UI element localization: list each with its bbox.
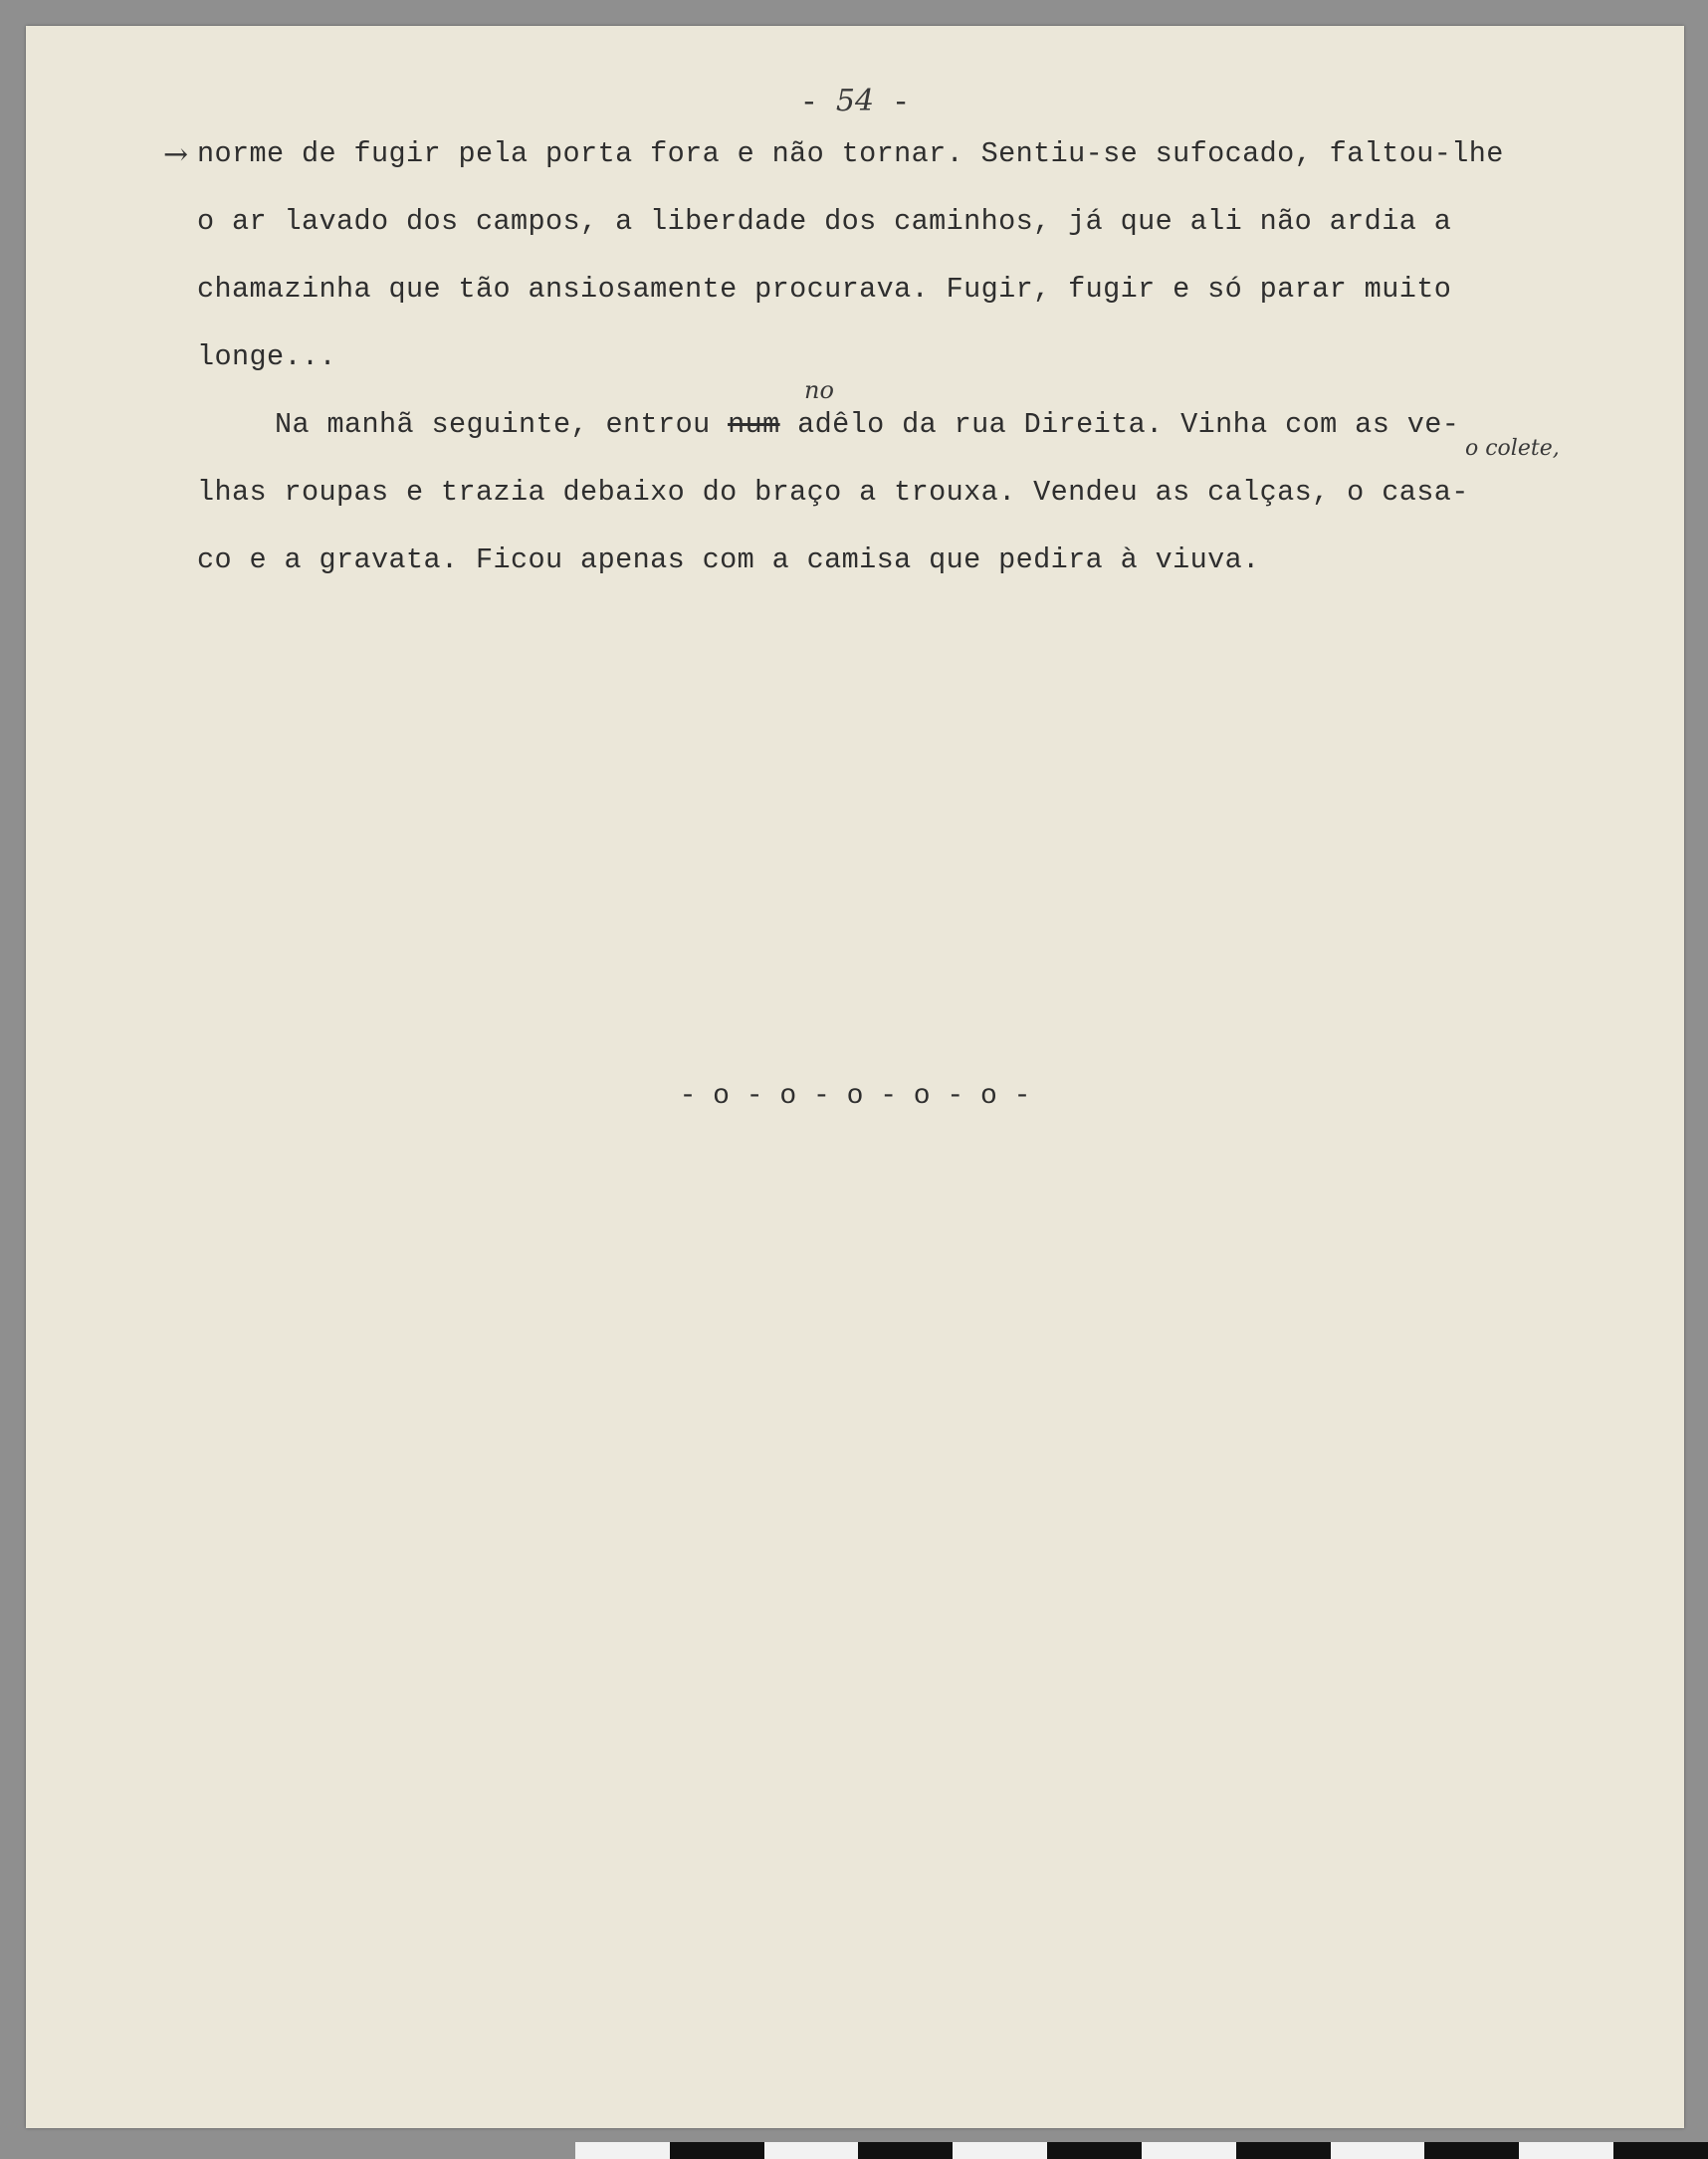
paragraph-2-line-2: lhas roupas e trazia debaixo do braço a trouxa. Vendeu as calças, o casa- xyxy=(197,476,1469,509)
text-line-2: o ar lavado dos campos, a liberdade dos caminhos, já que ali não ardia a xyxy=(197,205,1452,238)
text-line-1: norme de fugir pela porta fora e não tornar. Sentiu-se sufocado, faltou-lhe xyxy=(197,137,1504,170)
struck-word: num xyxy=(728,408,780,441)
handwritten-page-number: 54 xyxy=(835,84,875,118)
paragraph-2-line-3: co e a gravata. Ficou apenas com a camisa que pedira à viuva. xyxy=(197,543,1260,576)
text-line-4: longe... xyxy=(197,340,337,373)
handwritten-insertion-no: no xyxy=(804,376,834,404)
handwritten-insertion-colete: o colete, xyxy=(1465,436,1560,461)
text-line-3: chamazinha que tão ansiosamente procurava. Fugir, fugir e só parar muito xyxy=(197,273,1452,306)
page-number: - 54 - xyxy=(799,84,911,120)
section-separator: - o - o - o - o - o - xyxy=(679,1081,1031,1112)
typewritten-page xyxy=(26,26,1684,2128)
paragraph-2-line-1: Na manhã seguinte, entrou num adêlo da rua Direita. Vinha com as ve- xyxy=(275,408,1460,441)
color-scale-bar xyxy=(575,2142,1708,2159)
margin-arrow-mark: → xyxy=(163,137,189,172)
